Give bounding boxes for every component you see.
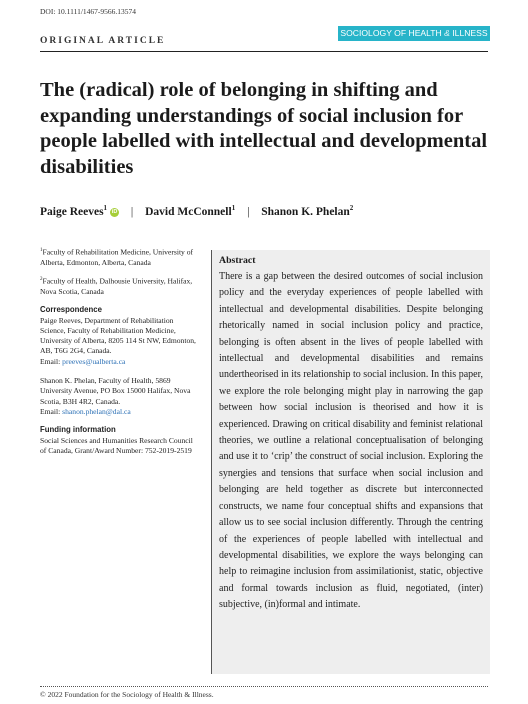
footer-rule xyxy=(40,686,488,687)
article-type-label: ORIGINAL ARTICLE xyxy=(40,36,166,46)
author-affiliation-sup: 1 xyxy=(103,204,108,212)
author-separator: | xyxy=(247,205,250,218)
affiliation-text: Faculty of Health, Dalhousie University, Halifax, Nova Scotia, Canada xyxy=(40,276,193,296)
journal-name-part1: SOCIOLOGY OF HEALTH xyxy=(340,28,442,38)
orcid-icon[interactable]: iD xyxy=(111,208,118,215)
copyright-notice: © 2022 Foundation for the Sociology of Health & Illness. xyxy=(40,690,214,699)
correspondence-address: Paige Reeves, Department of Rehabilitation Science, Faculty of Rehabilitation Medicine, University of Alberta, 8205 114 St NW, Edmonton, AB, T6G 2G4, Canada. xyxy=(40,315,196,356)
funding-heading: Funding information xyxy=(40,425,116,435)
affiliation-text: Faculty of Rehabilitation Medicine, University of Alberta, Edmonton, Alberta, Canada xyxy=(40,247,194,267)
email-link[interactable]: shanon.phelan@dal.ca xyxy=(62,406,131,416)
affiliation-sup: 2 xyxy=(40,277,43,283)
email-link[interactable]: preeves@ualberta.ca xyxy=(62,356,126,366)
abstract-box xyxy=(211,250,490,674)
author-separator: | xyxy=(130,205,134,218)
journal-name-part2: ILLNESS xyxy=(452,28,488,38)
journal-name-ampersand: & xyxy=(444,28,450,38)
author-affiliation-sup: 1 xyxy=(231,204,236,212)
correspondence-heading: Correspondence xyxy=(40,305,102,315)
doi-line: DOI: 10.1111/1467-9566.13574 xyxy=(40,7,137,16)
abstract-heading: Abstract xyxy=(219,255,256,266)
correspondence-entry xyxy=(40,316,200,367)
abstract-text: There is a gap between the desired outcomes of social inclusion policy and the everyday experiences of people labelled with intellectual and developmental disabilities. Despite belonging rhetorically named in social inclusion policy and practice, belonging is often absent in the lives of people labelled with intellectual and developmental disabilities and remains undertheorised in its relationship to social inclusion. In this paper, we explore the role belonging might play in narrowing the gap between how social inclusion is theorised and how it is experienced. Drawing on critical disability and feminist relational theories, we outline a relational conceptualisation of belonging and use it to ‘crip’ the construct of social inclusion. Exploring the synergies and tensions that surface when social inclusion and belonging are held together as discrete but interconnected constructs, we name four conceptual shifts and expansions that allow us to see social inclusion differently. Through the centring of the experiences of people labelled with intellectual and developmental disabilities, we explore the ways belonging can help to reimagine inclusion from assimilationist, static, objective and formal towards inclusion as fluid, negotiated, (inter) subjective, (in)formal and intimate. xyxy=(219,271,483,611)
author-name: Shanon K. Phelan xyxy=(261,205,350,218)
affiliation xyxy=(40,275,200,297)
side-column xyxy=(40,246,200,456)
email-label: Email: xyxy=(40,406,61,416)
journal-badge xyxy=(338,26,490,41)
correspondence-address: Shanon K. Phelan, Faculty of Health, 5869 University Avenue, PO Box 15000 Halifax, Nova Scotia, B3H 4R2, Canada. xyxy=(40,376,191,406)
author-list xyxy=(40,204,353,218)
author-name: Paige Reeves xyxy=(40,205,104,218)
funding-text: Social Sciences and Humanities Research Council of Canada, Grant/Award Number: 752-2019-2519 xyxy=(40,435,193,455)
affiliation xyxy=(40,246,200,268)
affiliation-sup: 1 xyxy=(40,248,43,253)
email-label: Email: xyxy=(40,356,61,366)
author-name: David McConnell xyxy=(145,205,232,218)
header-rule xyxy=(40,51,488,52)
correspondence-entry xyxy=(40,376,200,417)
author-affiliation-sup: 2 xyxy=(349,204,354,212)
article-title: The (radical) role of belonging in shifting and expanding understandings of social inclusion for people labelled with intellectual and developmental disabilities xyxy=(40,79,488,178)
